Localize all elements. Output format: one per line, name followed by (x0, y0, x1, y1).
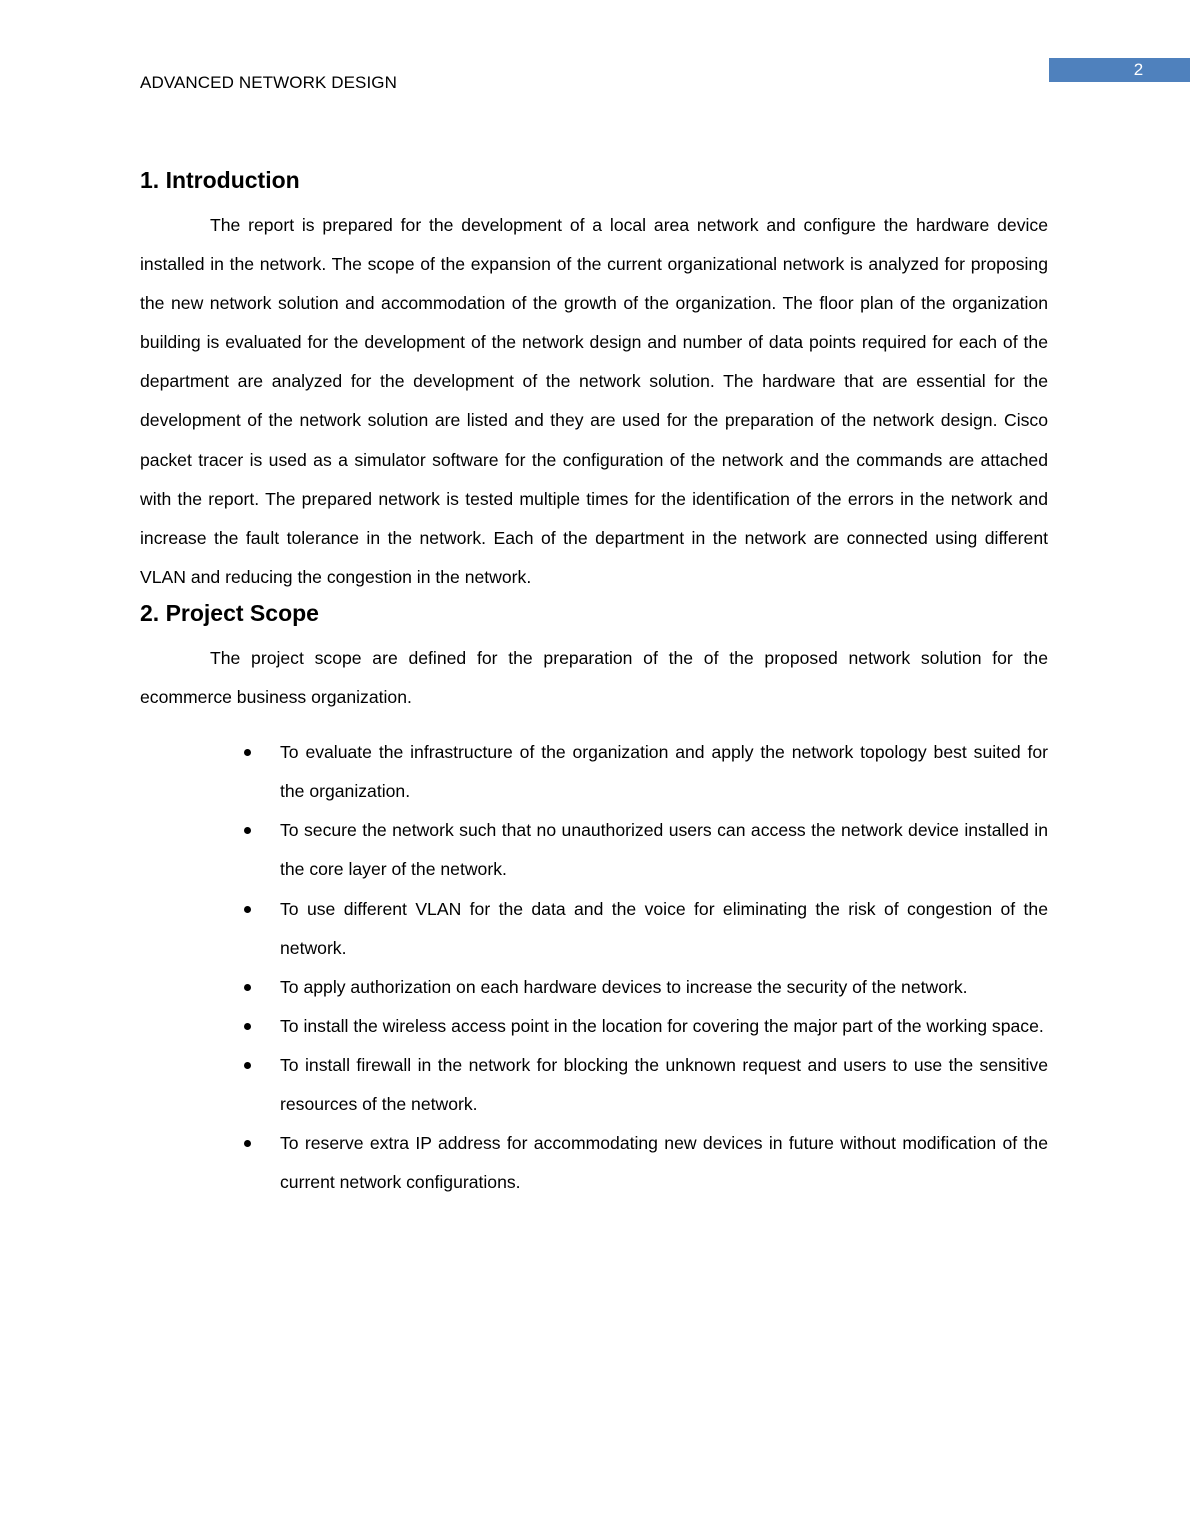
running-header-title: ADVANCED NETWORK DESIGN (140, 73, 398, 92)
bullet-icon (244, 827, 251, 834)
list-item (140, 968, 1048, 1007)
bullet-icon (244, 1023, 251, 1030)
bullet-icon (244, 1140, 251, 1147)
list-item-text: To apply authorization on each hardware devices to increase the security of the network. (280, 976, 968, 997)
bullet-icon (244, 906, 251, 913)
project-scope-heading: 2. Project Scope (140, 599, 319, 626)
list-item-text: To install firewall in the network for blocking the unknown request and users to use the sensitive resources of the network. (280, 1054, 1048, 1114)
introduction-heading: 1. Introduction (140, 167, 300, 193)
list-item (140, 811, 1048, 889)
page-number: 2 (1049, 58, 1190, 82)
list-item (140, 890, 1048, 968)
project-scope-list (140, 733, 1048, 1202)
bullet-icon (244, 984, 251, 991)
list-item-text: To secure the network such that no unauthorized users can access the network device installed in the core layer of the network. (280, 820, 1048, 880)
list-item-text: To reserve extra IP address for accommodating new devices in future without modification of the current network configurations. (280, 1133, 1048, 1193)
list-item-text: To use different VLAN for the data and the voice for eliminating the risk of congestion of the network. (280, 898, 1048, 958)
bullet-icon (244, 1062, 251, 1069)
list-item-text: To evaluate the infrastructure of the organization and apply the network topology best suited for the organization. (280, 742, 1048, 802)
list-item-text: To install the wireless access point in the location for covering the major part of the working space. (280, 1015, 1044, 1036)
introduction-paragraph: The report is prepared for the development of a local area network and configure the hardware device installed in the network. The scope of the expansion of the current organizational network is analyzed for proposing the new network solution and accommodation of the growth of the organization. The floor plan of the organization building is evaluated for the development of the network design and number of data points required for each of the department are analyzed for the development of the network solution. The hardware that are essential for the development of the network solution are listed and they are used for the preparation of the network design. Cisco packet tracer is used as a simulator software for the configuration of the network and the commands are attached with the report. The prepared network is tested multiple times for the identification of the errors in the network and increase the fault tolerance in the network. Each of the department in the network are connected using different VLAN and reducing the congestion in the network. (140, 215, 1048, 587)
list-item (140, 1124, 1048, 1202)
document-body (140, 164, 1048, 1202)
list-item (140, 733, 1048, 811)
list-item (140, 1007, 1048, 1046)
project-scope-paragraph: The project scope are defined for the preparation of the of the proposed network solution for the ecommerce business organization. (140, 647, 1048, 708)
list-item (140, 1046, 1048, 1124)
bullet-icon (244, 749, 251, 756)
